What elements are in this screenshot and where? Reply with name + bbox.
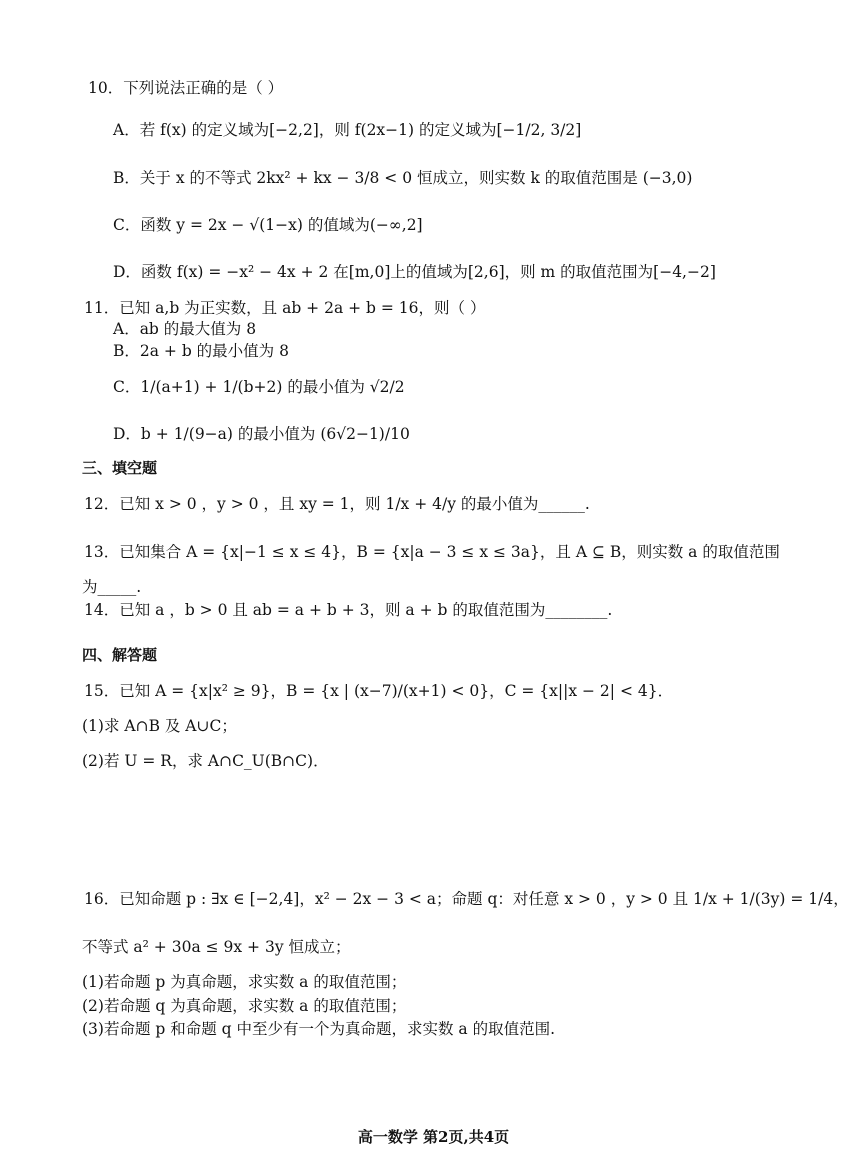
question-10-option-a: A．若 f(x) 的定义域为[−2,2]，则 f(2x−1) 的定义域为[−1/2, 3/2] [113, 121, 582, 139]
question-11-option-b: B．2a + b 的最小值为 8 [113, 342, 289, 360]
question-11-option-c: C．1/(a+1) + 1/(b+2) 的最小值为 √2/2 [113, 378, 405, 396]
question-16-part-1: (1)若命题 p 为真命题，求实数 a 的取值范围； [82, 973, 407, 991]
page-footer: 高一数学 第2页,共4页 [357, 1128, 510, 1146]
question-14: 14．已知 a ，b > 0 且 ab = a + b + 3，则 a + b 的取值范围为________. [84, 601, 613, 619]
section-answer-title: 四、解答题 [82, 646, 158, 664]
question-16-part-2: (2)若命题 q 为真命题，求实数 a 的取值范围； [82, 997, 407, 1015]
question-12: 12．已知 x > 0 ，y > 0 ，且 xy = 1，则 1/x + 4/y 的最小值为______. [84, 495, 590, 513]
question-10-stem: 10．下列说法正确的是（ ） [88, 79, 284, 97]
question-16-part-3: (3)若命题 p 和命题 q 中至少有一个为真命题，求实数 a 的取值范围. [82, 1020, 556, 1038]
question-11-option-d: D．b + 1/(9−a) 的最小值为 (6√2−1)/10 [113, 425, 410, 443]
question-15-part-2: (2)若 U = R，求 A∩C_U(B∩C)． [82, 752, 329, 770]
question-15-stem: 15．已知 A = {x|x² ≥ 9}，B = {x | (x−7)/(x+1) < 0}，C = {x||x − 2| < 4}． [84, 682, 674, 700]
question-13-line-2: 为_____. [82, 578, 142, 596]
question-16-stem: 16．已知命题 p : ∃x ∈ [−2,4]，x² − 2x − 3 < a；命题 q：对任意 x > 0 ，y > 0 且 1/x + 1/(3y) = 1/4， [84, 890, 849, 908]
question-10-option-c: C．函数 y = 2x − √(1−x) 的值域为(−∞,2] [113, 216, 423, 234]
question-11-stem: 11．已知 a,b 为正实数，且 ab + 2a + b = 16，则（ ） [84, 299, 486, 317]
question-10-option-b: B．关于 x 的不等式 2kx² + kx − 3/8 < 0 恒成立，则实数 k 的取值范围是 (−3,0) [113, 169, 693, 187]
question-11-option-a: A．ab 的最大值为 8 [113, 320, 257, 338]
question-16-line-2: 不等式 a² + 30a ≤ 9x + 3y 恒成立； [82, 938, 351, 956]
question-13-line-1: 13．已知集合 A = {x|−1 ≤ x ≤ 4}，B = {x|a − 3 ≤ x ≤ 3a}，且 A ⊆ B，则实数 a 的取值范围 [84, 543, 780, 561]
section-fill-in-title: 三、填空题 [82, 459, 158, 477]
question-10-option-d: D．函数 f(x) = −x² − 4x + 2 在[m,0]上的值域为[2,6]，则 m 的取值范围为[−4,−2] [113, 263, 716, 281]
question-15-part-1: (1)求 A∩B 及 A∪C； [82, 717, 237, 735]
